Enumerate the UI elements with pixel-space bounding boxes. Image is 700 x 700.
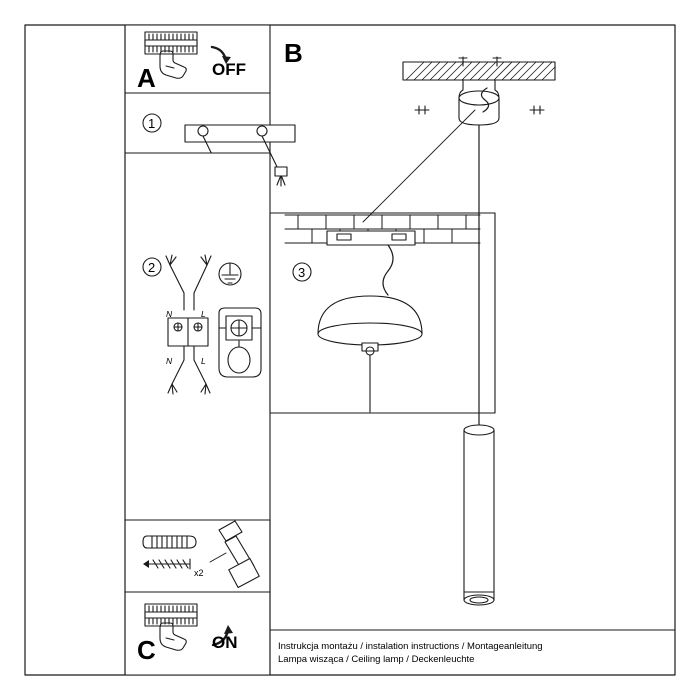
panel-a-state-label: OFF bbox=[212, 60, 246, 79]
mounting-bracket bbox=[327, 231, 415, 245]
panel-a-letter: A bbox=[137, 63, 157, 93]
terminal-label-l-top: L bbox=[201, 309, 206, 319]
lamp-connector-icon bbox=[219, 308, 261, 377]
panel-c-state-label: ON bbox=[212, 633, 238, 652]
lamp-tube bbox=[464, 425, 494, 605]
terminal-label-n-top: N bbox=[166, 309, 173, 319]
tools-quantity-label: x2 bbox=[194, 568, 204, 578]
panel-b-letter: B bbox=[284, 38, 304, 68]
footer-line-1: Instrukcja montażu / instalation instructions / Montageanleitung bbox=[278, 641, 543, 652]
panel-c-letter: C bbox=[137, 635, 157, 665]
footer-line-2: Lampa wisząca / Ceiling lamp / Deckenleuchte bbox=[278, 654, 475, 665]
terminal-label-n-bottom: N bbox=[166, 356, 173, 366]
canopy-b bbox=[459, 80, 499, 126]
step-number-1: 1 bbox=[148, 116, 156, 131]
step-number-3: 3 bbox=[298, 265, 306, 280]
terminal-label-l-bottom: L bbox=[201, 356, 206, 366]
step-number-2: 2 bbox=[148, 260, 156, 275]
wall-plug-icon bbox=[143, 536, 196, 548]
